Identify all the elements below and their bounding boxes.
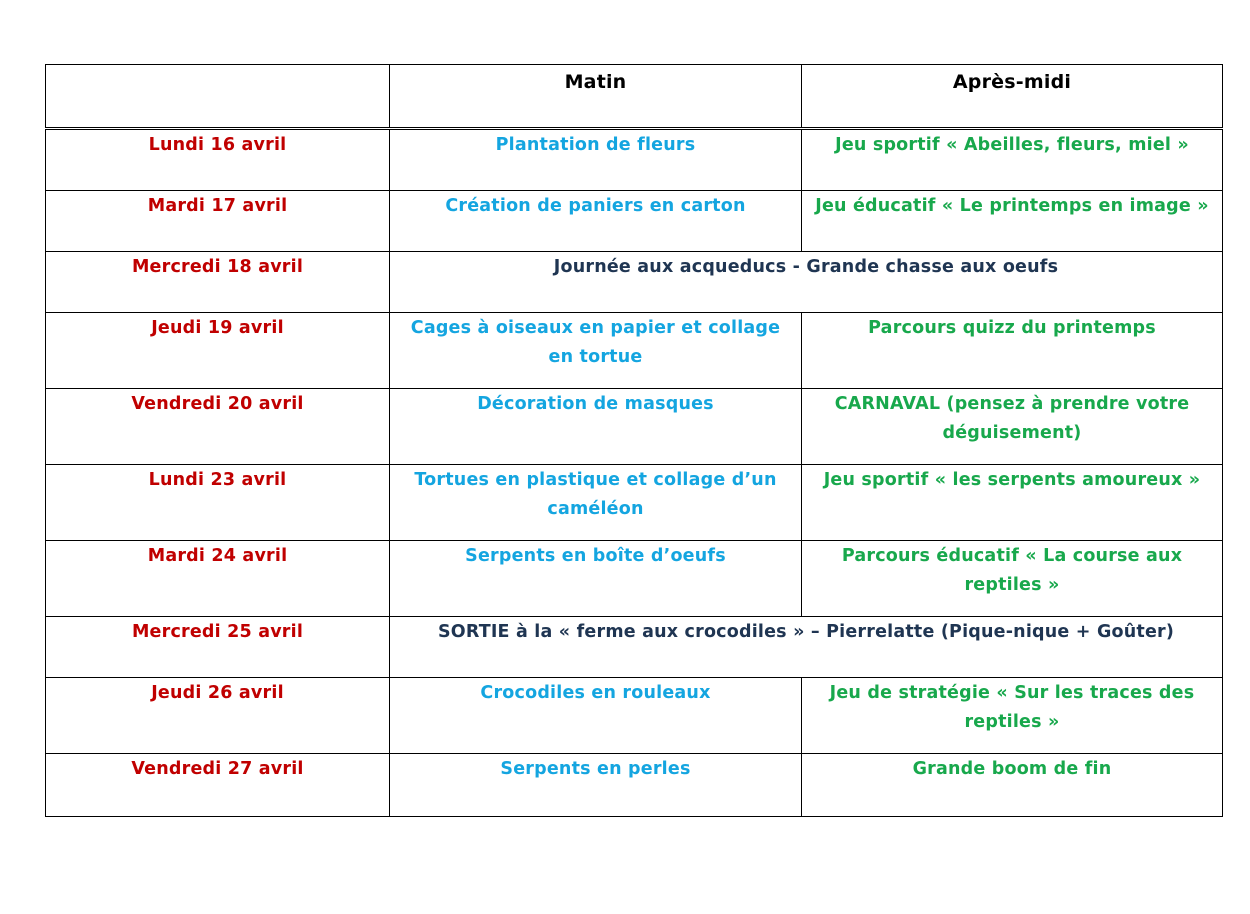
- afternoon-activity-cell: Parcours éducatif « La course aux reptiles »: [802, 541, 1223, 617]
- morning-activity-cell: Serpents en boîte d’oeufs: [390, 541, 802, 617]
- header-morning-cell: Matin: [390, 65, 802, 129]
- afternoon-activity-cell: Jeu éducatif « Le printemps en image »: [802, 191, 1223, 252]
- table-row: [46, 465, 1223, 541]
- morning-activity-cell: Création de paniers en carton: [390, 191, 802, 252]
- morning-activity-cell: Serpents en perles: [390, 754, 802, 817]
- afternoon-activity-cell: Jeu de stratégie « Sur les traces des reptiles »: [802, 678, 1223, 754]
- header-day-cell: [46, 65, 390, 129]
- day-cell: Mardi 17 avril: [46, 191, 390, 252]
- full-day-activity-cell: Journée aux acqueducs - Grande chasse aux oeufs: [390, 252, 1223, 313]
- day-cell: Vendredi 27 avril: [46, 754, 390, 817]
- morning-activity-cell: Crocodiles en rouleaux: [390, 678, 802, 754]
- day-cell: Lundi 23 avril: [46, 465, 390, 541]
- afternoon-activity-cell: CARNAVAL (pensez à prendre votre déguisement): [802, 389, 1223, 465]
- table-row: [46, 541, 1223, 617]
- activity-schedule-table: [45, 64, 1223, 817]
- day-cell: Mercredi 18 avril: [46, 252, 390, 313]
- day-cell: Vendredi 20 avril: [46, 389, 390, 465]
- morning-activity-cell: Tortues en plastique et collage d’un caméléon: [390, 465, 802, 541]
- table-row: [46, 313, 1223, 389]
- day-cell: Mercredi 25 avril: [46, 617, 390, 678]
- table-row: [46, 754, 1223, 817]
- table-row: [46, 191, 1223, 252]
- day-cell: Lundi 16 avril: [46, 129, 390, 191]
- table-row: [46, 252, 1223, 313]
- header-row: [46, 65, 1223, 129]
- table-row: [46, 129, 1223, 191]
- table-row: [46, 617, 1223, 678]
- morning-activity-cell: Décoration de masques: [390, 389, 802, 465]
- afternoon-activity-cell: Jeu sportif « Abeilles, fleurs, miel »: [802, 129, 1223, 191]
- day-cell: Mardi 24 avril: [46, 541, 390, 617]
- header-afternoon-cell: Après-midi: [802, 65, 1223, 129]
- table-row: [46, 389, 1223, 465]
- day-cell: Jeudi 26 avril: [46, 678, 390, 754]
- day-cell: Jeudi 19 avril: [46, 313, 390, 389]
- afternoon-activity-cell: Grande boom de fin: [802, 754, 1223, 817]
- full-day-activity-cell: SORTIE à la « ferme aux crocodiles » – Pierrelatte (Pique-nique + Goûter): [390, 617, 1223, 678]
- morning-activity-cell: Cages à oiseaux en papier et collage en tortue: [390, 313, 802, 389]
- morning-activity-cell: Plantation de fleurs: [390, 129, 802, 191]
- afternoon-activity-cell: Parcours quizz du printemps: [802, 313, 1223, 389]
- table-row: [46, 678, 1223, 754]
- afternoon-activity-cell: Jeu sportif « les serpents amoureux »: [802, 465, 1223, 541]
